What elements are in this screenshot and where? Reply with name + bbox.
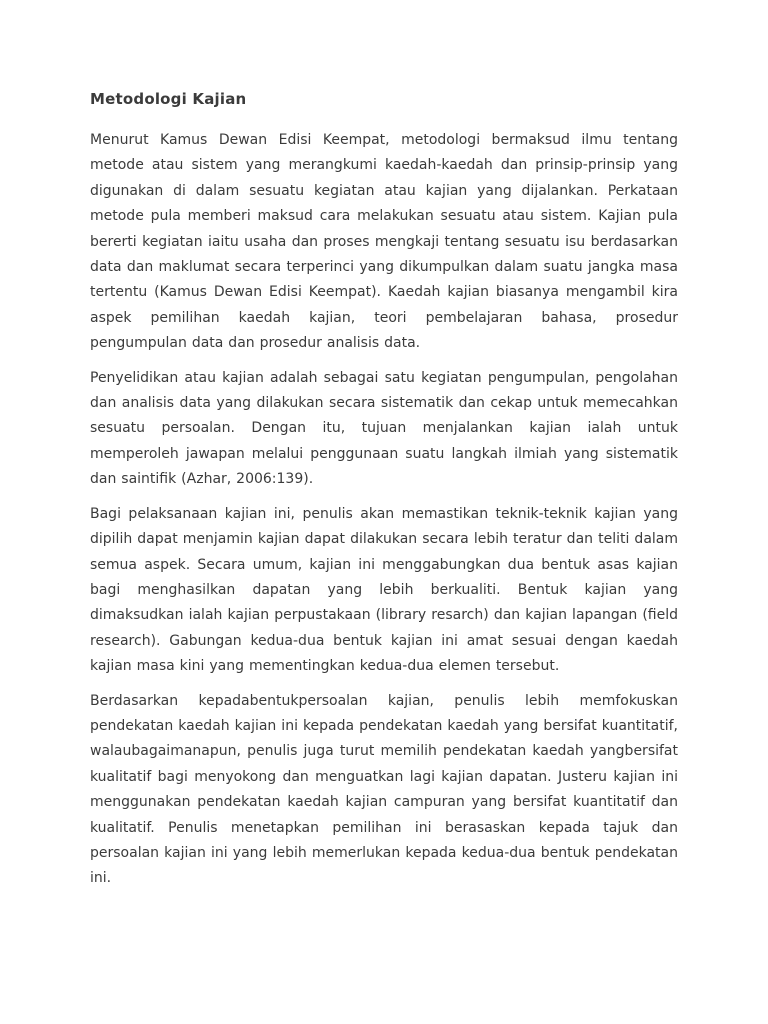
paragraph-metodologi-definition: Menurut Kamus Dewan Edisi Keempat, metodologi bermaksud ilmu tentang metode atau sistem yang merangkumi kaedah-kaedah dan prinsip-prinsip yang digunakan di dalam sesuatu kegiatan atau kajian yang dijalankan. Perkataan metode pula memberi maksud cara melakukan sesuatu atau sistem. Kajian pula bererti kegiatan iaitu usaha dan proses mengkaji tentang sesuatu isu berdasarkan data dan maklumat secara terperinci yang dikumpulkan dalam suatu jangka masa tertentu (Kamus Dewan Edisi Keempat). Kaedah kajian biasanya mengambil kira aspek pemilihan kaedah kajian, teori pembelajaran bahasa, prosedur pengumpulan data dan prosedur analisis data. <box>90 132 678 352</box>
paragraph-penyelidikan-tujuan: Penyelidikan atau kajian adalah sebagai satu kegiatan pengumpulan, pengolahan dan analisis data yang dilakukan secara sistematik dan cekap untuk memecahkan sesuatu persoalan. Dengan itu, tujuan menjalankan kajian ialah untuk memperoleh jawapan melalui penggunaan suatu langkah ilmiah yang sistematik dan saintifik (Azhar, 2006:139). <box>90 369 678 488</box>
document-content <box>90 90 678 901</box>
document-title: Metodologi Kajian <box>90 90 247 108</box>
paragraph-pendekatan-kaedah: Berdasarkan kepadabentukpersoalan kajian, penulis lebih memfokuskan pendekatan kaedah kajian ini kepada pendekatan kaedah yang bersifat kuantitatif, walaubagaimanapun, penulis juga turut memilih pendekatan kaedah yangbersifat kualitatif bagi menyokong dan menguatkan lagi kajian dapatan. Justeru kajian ini menggunakan pendekatan kaedah kajian campuran yang bersifat kuantitatif dan kualitatif. Penulis menetapkan pemilihan ini berasaskan kepada tajuk dan persoalan kajian ini yang lebih memerlukan kepada kedua-dua bentuk pendekatan ini. <box>90 692 678 887</box>
paragraph-pelaksanaan-kajian: Bagi pelaksanaan kajian ini, penulis akan memastikan teknik-teknik kajian yang dipilih dapat menjamin kajian dapat dilakukan secara lebih teratur dan teliti dalam semua aspek. Secara umum, kajian ini menggabungkan dua bentuk asas kajian bagi menghasilkan dapatan yang lebih berkualiti. Bentuk kajian yang dimaksudkan ialah kajian perpustakaan (library resarch) dan kajian lapangan (field research). Gabungan kedua-dua bentuk kajian ini amat sesuai dengan kaedah kajian masa kini yang mementingkan kedua-dua elemen tersebut. <box>90 505 678 675</box>
